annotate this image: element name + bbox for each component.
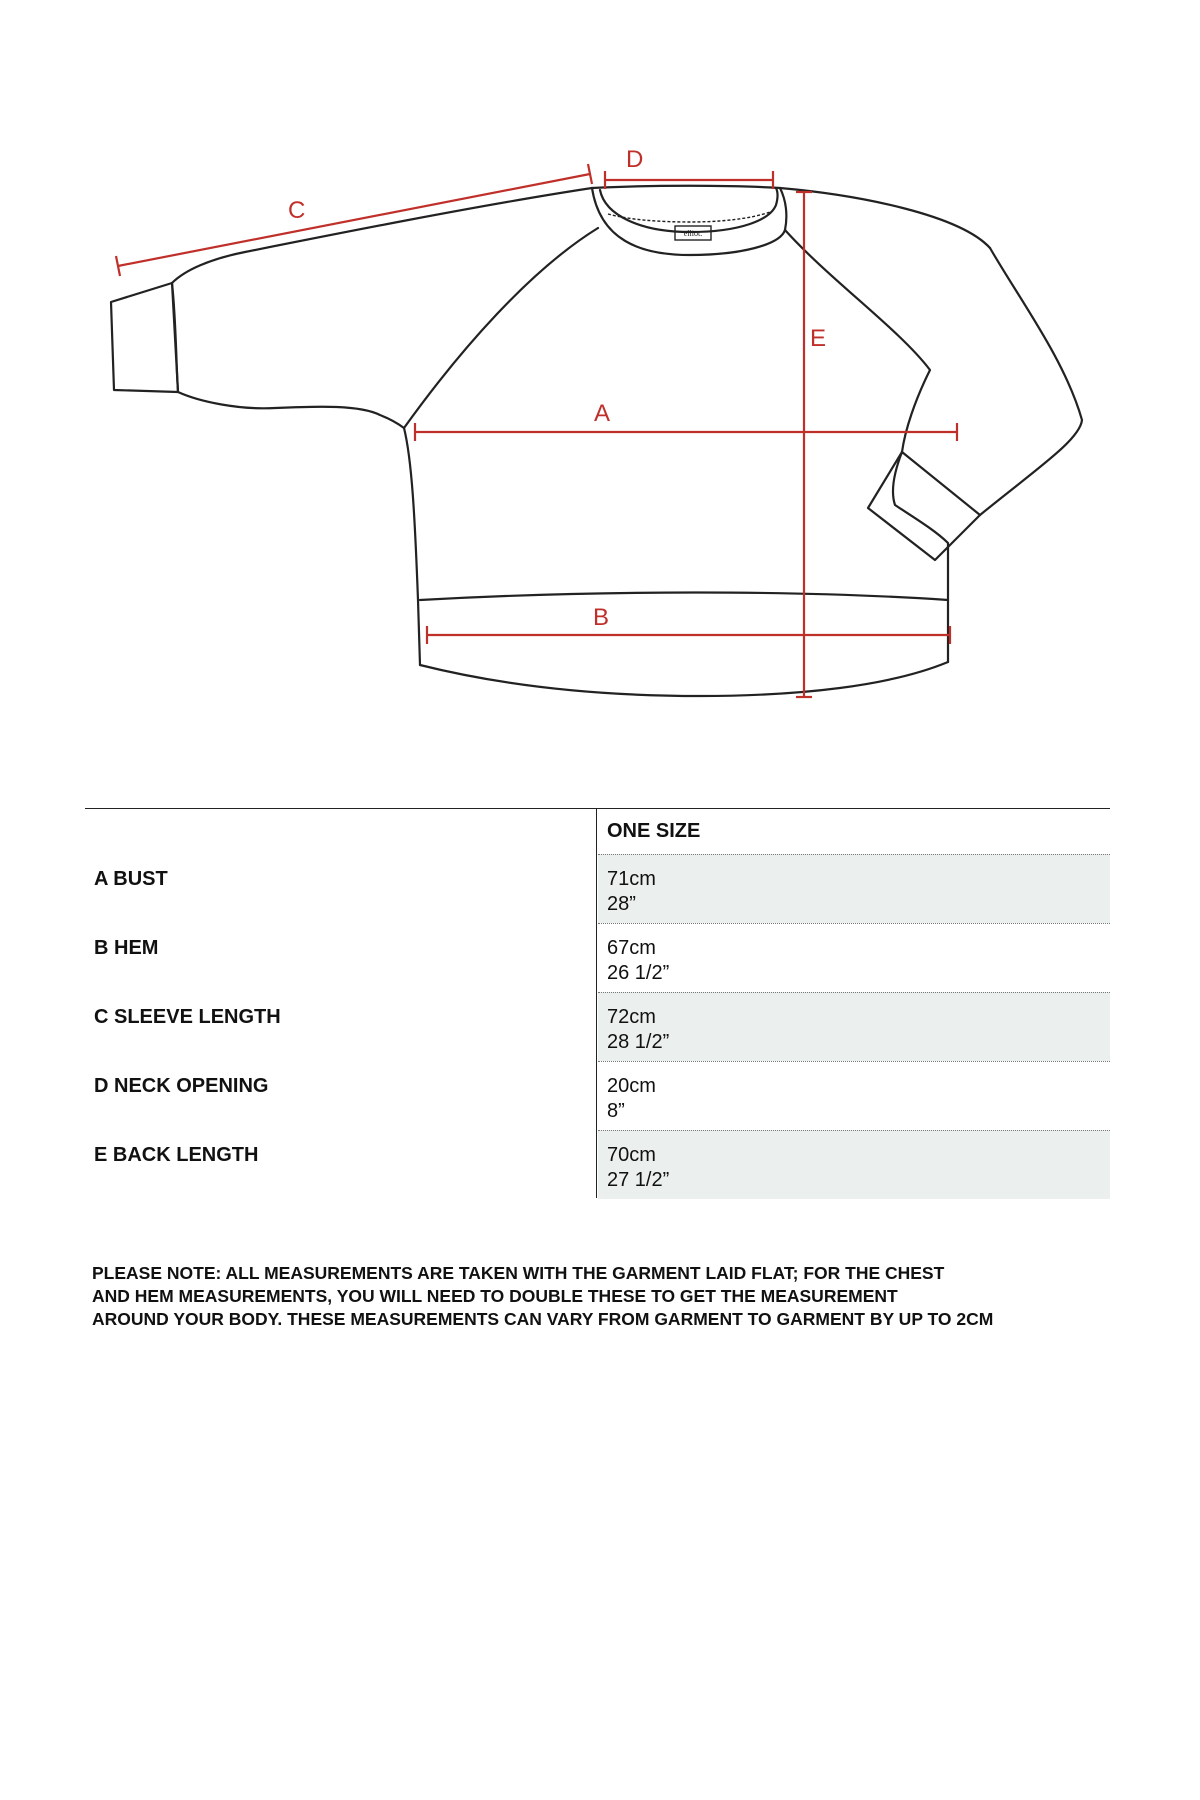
table-top-rule <box>85 808 1110 809</box>
neck-tape <box>608 212 770 222</box>
neckline-back <box>592 186 780 188</box>
label-d: D <box>626 146 644 173</box>
right-raglan-seam <box>785 230 930 452</box>
value-cell <box>598 1061 1110 1130</box>
value-cell <box>598 1130 1110 1199</box>
left-sleeve-bottom <box>178 392 404 428</box>
row-label: A BUST <box>94 868 168 890</box>
table-row <box>85 923 1110 992</box>
label-c: C <box>288 197 306 224</box>
garment-diagram <box>0 0 1200 720</box>
value-inch: 8” <box>607 1100 625 1122</box>
hem-bottom <box>420 662 948 696</box>
value-cell <box>598 854 1110 923</box>
table-row <box>85 854 1110 923</box>
dimension-c <box>116 164 592 276</box>
measurement-note <box>92 1262 1132 1331</box>
right-sleeve-outer <box>980 248 1082 515</box>
value-cm: 67cm <box>607 937 656 959</box>
label-a: A <box>594 400 611 427</box>
dimension-a <box>415 400 957 441</box>
table-row <box>85 1130 1110 1199</box>
right-sleeve-top <box>780 188 990 248</box>
left-body-side <box>404 428 420 665</box>
value-cm: 71cm <box>607 868 656 890</box>
row-label: C SLEEVE LENGTH <box>94 1006 281 1028</box>
sweatshirt-sketch <box>0 0 1200 720</box>
table-row <box>85 992 1110 1061</box>
note-line: AROUND YOUR BODY. THESE MEASUREMENTS CAN VARY FROM GARMENT TO GARMENT BY UP TO 2CM <box>92 1309 994 1329</box>
hem-band-top <box>420 593 948 601</box>
left-sleeve-top <box>172 188 592 283</box>
note-line: AND HEM MEASUREMENTS, YOU WILL NEED TO DOUBLE THESE TO GET THE MEASUREMENT <box>92 1286 898 1306</box>
size-column-header: ONE SIZE <box>607 820 701 842</box>
left-raglan-seam <box>404 228 598 428</box>
label-b: B <box>593 604 610 631</box>
value-cm: 70cm <box>607 1144 656 1166</box>
value-inch: 26 1/2” <box>607 962 670 984</box>
value-cm: 20cm <box>607 1075 656 1097</box>
left-cuff <box>111 283 178 392</box>
value-inch: 27 1/2” <box>607 1169 670 1191</box>
table-row <box>85 1061 1110 1130</box>
value-cm: 72cm <box>607 1006 656 1028</box>
value-inch: 28 1/2” <box>607 1031 670 1053</box>
label-e: E <box>810 325 827 352</box>
value-cell <box>598 923 1110 992</box>
row-label: D NECK OPENING <box>94 1075 269 1097</box>
right-cuff <box>868 452 980 560</box>
value-inch: 28” <box>607 893 636 915</box>
row-label: E BACK LENGTH <box>94 1144 259 1166</box>
row-label: B HEM <box>94 937 159 959</box>
dimension-d <box>605 146 773 189</box>
left-cuff-seam <box>172 283 178 392</box>
dimension-b <box>427 604 950 644</box>
brand-tag-text: elliot. <box>683 229 703 238</box>
note-line: PLEASE NOTE: ALL MEASUREMENTS ARE TAKEN WITH THE GARMENT LAID FLAT; FOR THE CHEST <box>92 1263 945 1283</box>
value-cell <box>598 992 1110 1061</box>
